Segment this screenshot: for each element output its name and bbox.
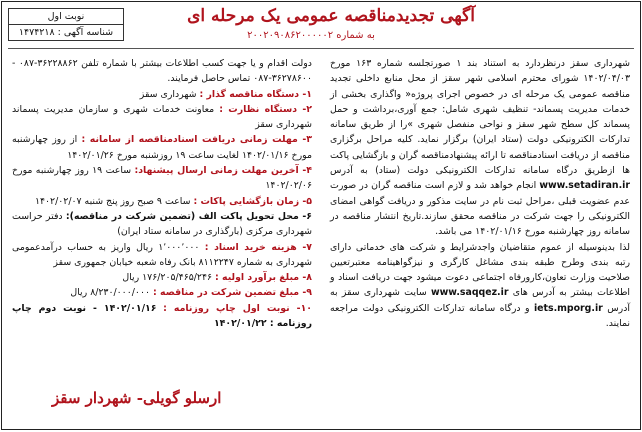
item-7 <box>12 240 312 271</box>
item-2 <box>12 102 312 133</box>
municipality-site-text: سایت شهرداری سقز به آدرس <box>330 287 630 314</box>
item-3-value: از روز چهارشنبه مورخ ۱۴۰۲/۰۱/۱۶ لغایت ساعت ۱۹ روزشنبه مورخ ۱۴۰۲/۰۱/۲۶ <box>12 134 312 161</box>
item-8-label: ۸- مبلغ برآورد اولیه : <box>215 272 312 284</box>
item-5-label: ۵- زمان بازگشایی پاکات : <box>193 195 312 207</box>
contact-text: دولت اقدام و یا جهت کسب اطلاعات بیشتر با شماره تلفن ۳۶۲۲۸۸۶۲-۰۸۷ - ۳۶۲۷۸۶۰۰-۰۸۷ تماس حاصل فرمایند. <box>12 58 312 85</box>
intro-text: شهرداری سقز درنظردارد به استناد بند ۱ صورتجلسه شماره ۱۶۳ مورخ ۱۴۰۲/۰۴/۰۳ شورای محترم اسلامی شهر سقز از محل منابع داخلی تجدید مناقصه عمومی یک مرحله ای در خصوص اجرای پروژه« واگذاری بخشی از خدمات مدیریت پسماند- تنظیف شهری شامل: جمع آوری،برداشت و حمل پسماند کل سطح شهر سقز و نواحی منفصل شهری »را از طریق سامانه تدارکات الکترونیکی دولت (ستاد ایران) برگزار نماید. کلیه مراحل برگزاری مناقصه از دریافت اسنادمناقصه تا ارائه پیشنهادمناقصه گران و بازگشایی پاکت ها ازطریق درگاه سامانه تدارکات الکترونیکی دولت (ستاد) به آدرس <box>330 58 630 177</box>
mayor-signature: ارسلو گویلی- شهردار سقز <box>52 389 222 407</box>
right-column <box>330 56 630 423</box>
saqqez-link[interactable]: www.saqqez.ir <box>430 287 509 299</box>
body-paragraph <box>330 56 630 240</box>
item-2-value: معاونت خدمات شهری و سازمان مدیریت پسماند شهرداری سقز <box>12 103 312 131</box>
mporg-link[interactable]: iets.mporg.ir <box>533 302 603 314</box>
item-6-label: ۶- محل تحویل پاکت الف (تضمین شرکت در مناقصه): <box>65 210 313 222</box>
notice-title: آگهی تجدیدمناقصه عمومی یک مرحله ای <box>187 6 475 26</box>
notice-number: به شماره ۲۰۰۲۰۹۰۸۶۲۰۰۰۰۰۲ <box>247 30 375 41</box>
setadiran-link[interactable]: www.setadiran.ir <box>539 180 630 192</box>
header-divider <box>8 48 634 49</box>
item-4-label: ۴- آخرین مهلت زمانی ارسال پیشنهاد: <box>134 165 312 177</box>
item-9-label: ۹- مبلغ تضمین شرکت در مناقصه : <box>153 287 312 299</box>
eligibility-paragraph <box>330 240 630 332</box>
item-9 <box>12 285 312 300</box>
item-7-value: ۱٬۰۰۰٬۰۰۰ ریال واریز به حساب درآمدعمومی شهرداری به شماره ۸۱۱۲۲۴۷ بانک رفاه شعبه خیابان جمهوری سقز <box>12 241 312 268</box>
item-8 <box>12 270 312 285</box>
item-10 <box>12 301 312 332</box>
item-3-label: ۳- مهلت زمانی دریافت اسنادمناقصه از سامانه : <box>81 134 312 146</box>
item-1-value: شهرداری سقز <box>139 88 197 100</box>
item-4-value: ساعت ۱۹ روز چهارشنبه مورخ ۱۴۰۲/۰۲/۰۶ <box>12 165 312 192</box>
item-6-value: دفتر حراست شهرداری مرکزی (بارگذاری در سامانه ستاد ایران) <box>12 210 312 238</box>
item-7-label: ۷- هزینه خرید اسناد : <box>204 241 312 253</box>
item-3 <box>12 132 312 163</box>
item-4 <box>12 163 312 194</box>
item-8-value: ۱۷۶/۲۰۵/۴۶۵/۲۴۶ ریال <box>122 272 213 284</box>
left-column <box>12 56 312 423</box>
item-5-value: ساعت ۹ صبح روز پنج شنبه ۱۴۰۲/۰۲/۰۷ <box>34 195 191 207</box>
item-5 <box>12 194 312 209</box>
ad-id: شناسه آگهی : ۱۴۷۴۲۱۸ <box>18 27 114 38</box>
turn-label: نوبت اول <box>9 9 123 25</box>
item-9-value: ۸/۲۳۰/۰۰۰/۰۰۰ ریال <box>70 287 151 299</box>
item-1 <box>12 87 312 102</box>
tender-notice <box>1 1 641 430</box>
registration-text: انجام خواهد شد و لازم است مناقصه گران در صورت عدم عضویت قبلی ،مراحل ثبت نام در سایت مذکور و دریافت گواهی امضای الکترونیکی را جهت شرکت در مناقصه محقق سازند.تاریخ انتشار مناقصه در سامانه روز چهارشنبه مورخ ۱۴۰۲/۰۱/۱۶ می باشد. <box>330 180 630 238</box>
item-6 <box>12 209 312 240</box>
tail-text: و درگاه سامانه تدارکات الکترونیکی دولت مراجعه نمایند. <box>330 302 630 330</box>
item-10-value: ۱۴۰۲/۰۱/۱۶ - نوبت دوم چاپ روزنامه : ۱۴۰۲/۰۱/۲۲ <box>12 302 312 330</box>
eligibility-text: لذا بدینوسیله از عموم متقاضیان واجدشرایط و شرکت های خدماتی دارای رتبه بندی وطرح طبقه بندی مشاغل کارگری و نیزگواهینامه معتبرتعیین صلاحیت وزارت تعاون،کارورفاه اجتماعی دعوت میشود جهت دریافت اسناد و اطلاعات بیشتر به آدرس های <box>330 241 631 299</box>
item-1-label: ۱- دستگاه مناقصه گذار : <box>199 88 312 100</box>
ad-badge <box>8 8 124 41</box>
item-2-label: ۲- دستگاه نظارت : <box>219 103 312 115</box>
item-10-label: ۱۰- نوبت اول چاپ روزنامه : <box>163 302 313 314</box>
